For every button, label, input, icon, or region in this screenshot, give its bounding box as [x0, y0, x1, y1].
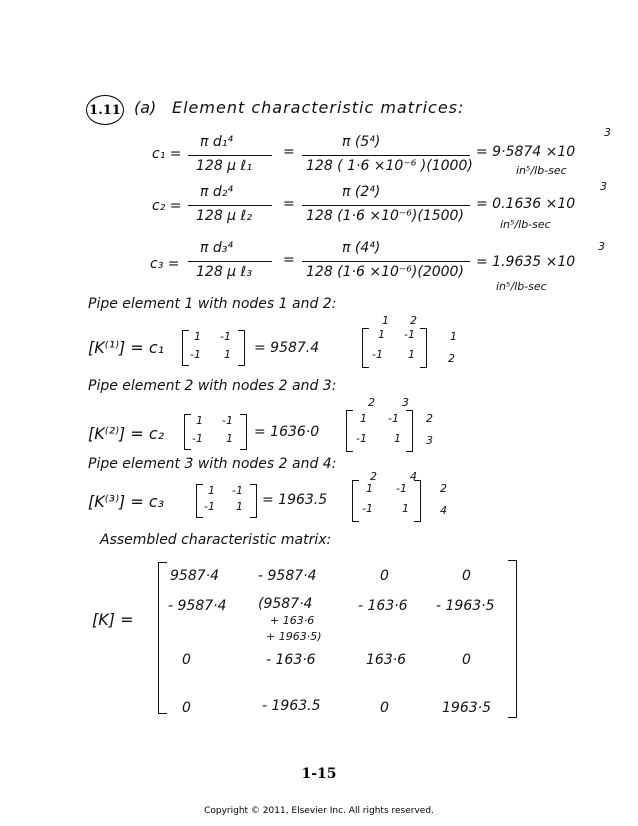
pipe2-small-m22: 1: [226, 432, 233, 445]
pipe3-m22: 1: [402, 502, 409, 515]
c3-frac1-line: [188, 261, 272, 262]
c1-exponent: 3: [604, 126, 611, 139]
section-heading: Element characteristic matrices:: [172, 98, 465, 117]
c2-num1: π d₂⁴: [200, 184, 233, 200]
pipe1-row-node-b: 2: [448, 352, 455, 365]
page-number: 1-15: [301, 766, 337, 782]
c3-frac2-line: [302, 261, 470, 262]
c3-eq: =: [283, 252, 295, 268]
pipe3-small-bracket-left: [196, 484, 203, 518]
pipe2-m21: -1: [356, 432, 367, 445]
c2-num2: π (2⁴): [342, 184, 381, 200]
assembled-bracket-left: [158, 562, 167, 714]
k-r4-c2: - 1963.5: [262, 698, 321, 714]
c3-result: = 1.9635 ×10: [476, 254, 576, 270]
c3-num1: π d₃⁴: [200, 240, 233, 256]
c1-result: = 9·5874 ×10: [476, 144, 576, 160]
pipe1-small-m12: -1: [220, 330, 231, 343]
k-r4-c3: 0: [380, 700, 389, 716]
c2-exponent: 3: [600, 180, 607, 193]
pipe1-small-bracket-left: [182, 330, 189, 366]
pipe2-lhs: [K⁽²⁾] = c₂: [88, 424, 165, 443]
c3-den1: 128 μ ℓ₃: [196, 264, 252, 280]
pipe2-col-node-b: 3: [402, 396, 409, 409]
c2-result: = 0.1636 ×10: [476, 196, 576, 212]
pipe3-m11: 1: [366, 482, 373, 495]
k-r3-c2: - 163·6: [266, 652, 316, 668]
pipe2-m11: 1: [360, 412, 367, 425]
k-r2-c4: - 1963·5: [436, 598, 495, 614]
pipe1-row-node-a: 1: [450, 330, 457, 343]
c1-den1: 128 μ ℓ₁: [196, 158, 252, 174]
c1-den2: 128 ( 1·6 ×10⁻⁶ )(1000): [306, 158, 473, 174]
k-r2-c2-line2: + 163·6: [270, 614, 315, 627]
pipe1-title: Pipe element 1 with nodes 1 and 2:: [88, 296, 337, 312]
pipe2-small-m11: 1: [196, 414, 203, 427]
pipe3-row-node-a: 2: [440, 482, 447, 495]
k-r1-c3: 0: [380, 568, 389, 584]
k-r4-c1: 0: [182, 700, 191, 716]
pipe2-bracket-left: [346, 410, 353, 452]
pipe3-small-m22: 1: [236, 500, 243, 513]
problem-number: 1.11: [89, 102, 121, 118]
pipe2-small-m12: -1: [222, 414, 233, 427]
k-r3-c1: 0: [182, 652, 191, 668]
assembled-bracket-right: [508, 560, 517, 718]
c1-num1: π d₁⁴: [200, 134, 233, 150]
pipe1-bracket-right: [420, 328, 427, 368]
c2-den2: 128 (1·6 ×10⁻⁶)(1500): [306, 208, 464, 224]
pipe2-row-node-a: 2: [426, 412, 433, 425]
k-r2-c2: (9587·4: [258, 596, 313, 612]
pipe3-bracket-right: [414, 480, 421, 522]
c1-lhs: c₁ =: [152, 146, 182, 162]
c2-eq: =: [283, 196, 295, 212]
assembled-title: Assembled characteristic matrix:: [100, 532, 332, 548]
k-r4-c4: 1963·5: [442, 700, 491, 716]
pipe2-title: Pipe element 2 with nodes 2 and 3:: [88, 378, 337, 394]
k-r1-c2: - 9587·4: [258, 568, 317, 584]
pipe1-small-m11: 1: [194, 330, 201, 343]
k-r2-c1: - 9587·4: [168, 598, 227, 614]
pipe2-bracket-right: [406, 410, 413, 452]
pipe3-row-node-b: 4: [440, 504, 447, 517]
c3-units: in⁵/lb-sec: [496, 280, 547, 293]
pipe1-m12: -1: [404, 328, 415, 341]
pipe3-col-node-b: 4: [410, 470, 417, 483]
pipe2-col-node-a: 2: [368, 396, 375, 409]
c3-lhs: c₃ =: [150, 256, 180, 272]
part-label: (a): [134, 98, 157, 117]
k-r2-c3: - 163·6: [358, 598, 408, 614]
pipe2-eq: = 1636·0: [254, 424, 320, 440]
pipe1-small-m21: -1: [190, 348, 201, 361]
k-r2-c2-line3: + 1963·5): [266, 630, 322, 643]
problem-number-badge: [86, 95, 124, 125]
pipe3-small-bracket-right: [250, 484, 257, 518]
pipe2-small-m21: -1: [192, 432, 203, 445]
pipe3-m12: -1: [396, 482, 407, 495]
pipe3-small-m21: -1: [204, 500, 215, 513]
pipe1-m11: 1: [378, 328, 385, 341]
c3-den2: 128 (1·6 ×10⁻⁶)(2000): [306, 264, 464, 280]
pipe2-small-bracket-right: [240, 414, 247, 450]
pipe2-small-bracket-left: [184, 414, 191, 450]
pipe3-lhs: [K⁽³⁾] = c₃: [88, 492, 165, 511]
pipe1-m22: 1: [408, 348, 415, 361]
pipe3-small-m12: -1: [232, 484, 243, 497]
pipe3-m21: -1: [362, 502, 373, 515]
pipe2-m12: -1: [388, 412, 399, 425]
pipe1-bracket-left: [362, 328, 369, 368]
pipe2-m22: 1: [394, 432, 401, 445]
pipe1-col-node-b: 2: [410, 314, 417, 327]
pipe2-row-node-b: 3: [426, 434, 433, 447]
pipe1-small-bracket-right: [238, 330, 245, 366]
pipe1-eq: = 9587.4: [254, 340, 320, 356]
c1-units: in⁵/lb-sec: [516, 164, 567, 177]
k-r3-c3: 163·6: [366, 652, 407, 668]
c1-num2: π (5⁴): [342, 134, 381, 150]
c3-num2: π (4⁴): [342, 240, 381, 256]
pipe1-small-m22: 1: [224, 348, 231, 361]
c1-frac2-line: [302, 155, 470, 156]
c2-units: in⁵/lb-sec: [500, 218, 551, 231]
pipe3-eq: = 1963.5: [262, 492, 328, 508]
pipe1-m21: -1: [372, 348, 383, 361]
copyright-notice: Copyright © 2011, Elsevier Inc. All rights reserved.: [204, 806, 434, 816]
pipe3-title: Pipe element 3 with nodes 2 and 4:: [88, 456, 337, 472]
pipe3-small-m11: 1: [208, 484, 215, 497]
pipe1-lhs: [K⁽¹⁾] = c₁: [88, 338, 165, 357]
k-r3-c4: 0: [462, 652, 471, 668]
c2-frac2-line: [302, 205, 470, 206]
k-r1-c4: 0: [462, 568, 471, 584]
pipe3-col-node-a: 2: [370, 470, 377, 483]
c2-frac1-line: [188, 205, 272, 206]
c2-den1: 128 μ ℓ₂: [196, 208, 252, 224]
c1-frac1-line: [188, 155, 272, 156]
assembled-lhs: [K] =: [92, 610, 134, 629]
pipe1-col-node-a: 1: [382, 314, 389, 327]
pipe3-bracket-left: [352, 480, 359, 522]
k-r1-c1: 9587·4: [170, 568, 219, 584]
c2-lhs: c₂ =: [152, 198, 182, 214]
c3-exponent: 3: [598, 240, 605, 253]
c1-eq: =: [283, 144, 295, 160]
